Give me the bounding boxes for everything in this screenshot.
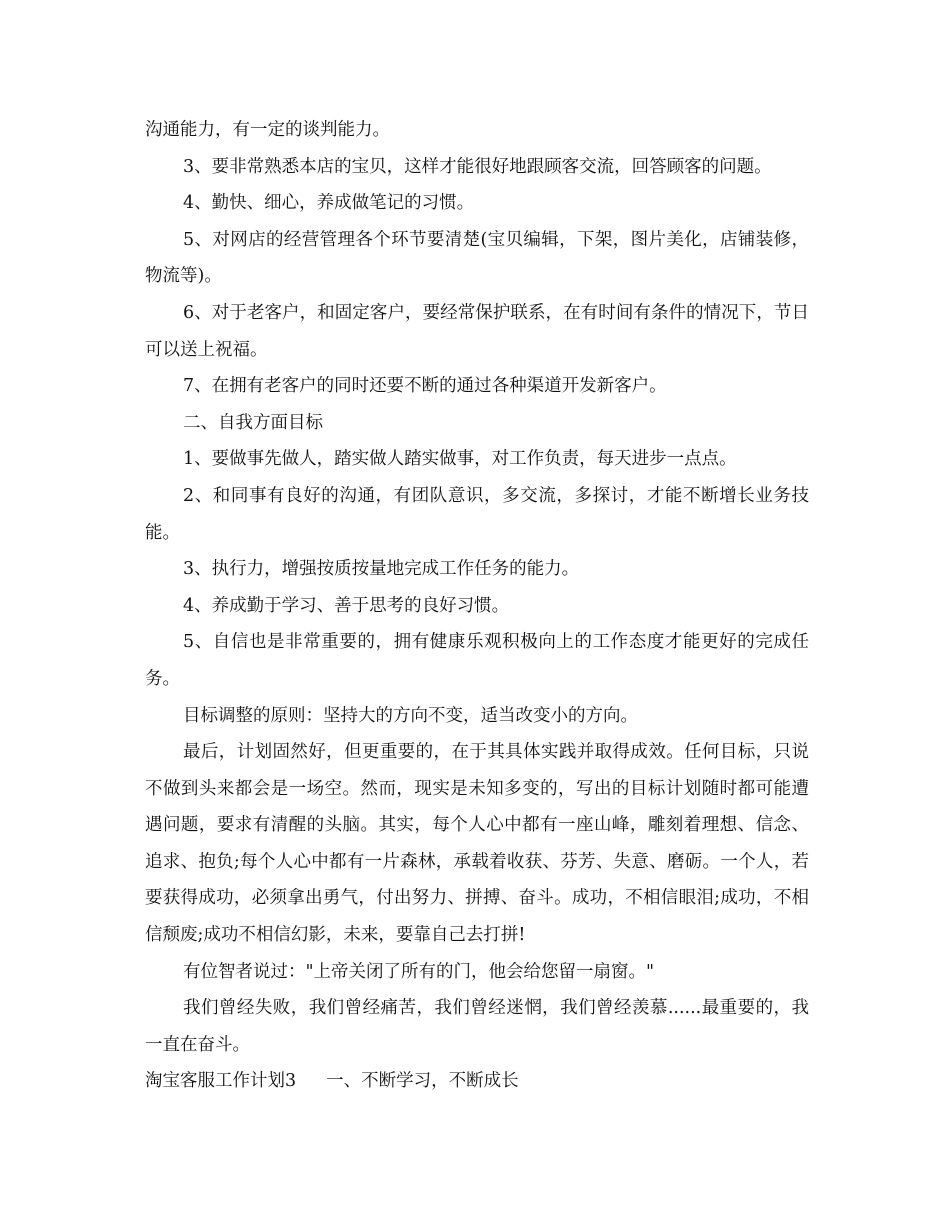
paragraph: 4、养成勤于学习、善于思考的良好习惯。 [183,595,510,616]
paragraph: 沟通能力，有一定的谈判能力。 [145,120,390,140]
paragraph: 3、要非常熟悉本店的宝贝，这样才能很好地跟顾客交流，回答顾客的问题。 [183,156,772,177]
next-section-line [145,1063,809,1100]
paragraph: 1、要做事先做人，踏实做人踏实做事，对工作负责，每天进步一点点。 [183,449,737,470]
section-heading: 二、自我方面目标 [183,412,323,433]
paragraph: 我们曾经失败，我们曾经痛苦，我们曾经迷惘，我们曾经羡慕......最重要的，我一直在奋斗。 [145,998,809,1055]
document-body [145,112,809,1100]
paragraph: 6、对于老客户，和固定客户，要经常保护联系，在有时间有条件的情况下，节日可以送上祝福。 [145,302,809,360]
paragraph: 4、勤快、细心，养成做笔记的习惯。 [183,193,475,214]
next-section-subtitle: 一、不断学习，不断成长 [326,1071,519,1092]
paragraph: 5、对网店的经营管理各个环节要清楚(宝贝编辑，下架，图片美化，店铺装修，物流等)。 [145,229,809,287]
next-section-title: 淘宝客服工作计划3 [145,1071,297,1092]
paragraph: 有位智者说过："上帝关闭了所有的门，他会给您留一扇窗。" [183,961,655,982]
paragraph: 3、执行力，增强按质按量地完成工作任务的能力。 [183,559,580,580]
paragraph: 目标调整的原则：坚持大的方向不变，适当改变小的方向。 [183,705,638,726]
paragraph: 最后，计划固然好，但更重要的，在于其具体实践并取得成效。任何目标，只说不做到头来都会是一场空。然而，现实是未知多变的，写出的目标计划随时都可能遭遇问题，要求有清醒的头脑。其实，每个人心中都有一座山峰，雕刻着理想、信念、追求、抱负;每个人心中都有一片森林，承载着收获、芬芳、失意、磨砺。一个人，若要获得成功，必须拿出勇气，付出努力、拼搏、奋斗。成功，不相信眼泪;成功，不相信颓废;成功不相信幻影，未来，要靠自己去打拼! [145,742,809,946]
paragraph: 2、和同事有良好的沟通，有团队意识，多交流，多探讨，才能不断增长业务技能。 [145,485,809,543]
paragraph: 5、自信也是非常重要的，拥有健康乐观积极向上的工作态度才能更好的完成任务。 [145,632,809,689]
paragraph: 7、在拥有老客户的同时还要不断的通过各种渠道开发新客户。 [183,376,667,397]
